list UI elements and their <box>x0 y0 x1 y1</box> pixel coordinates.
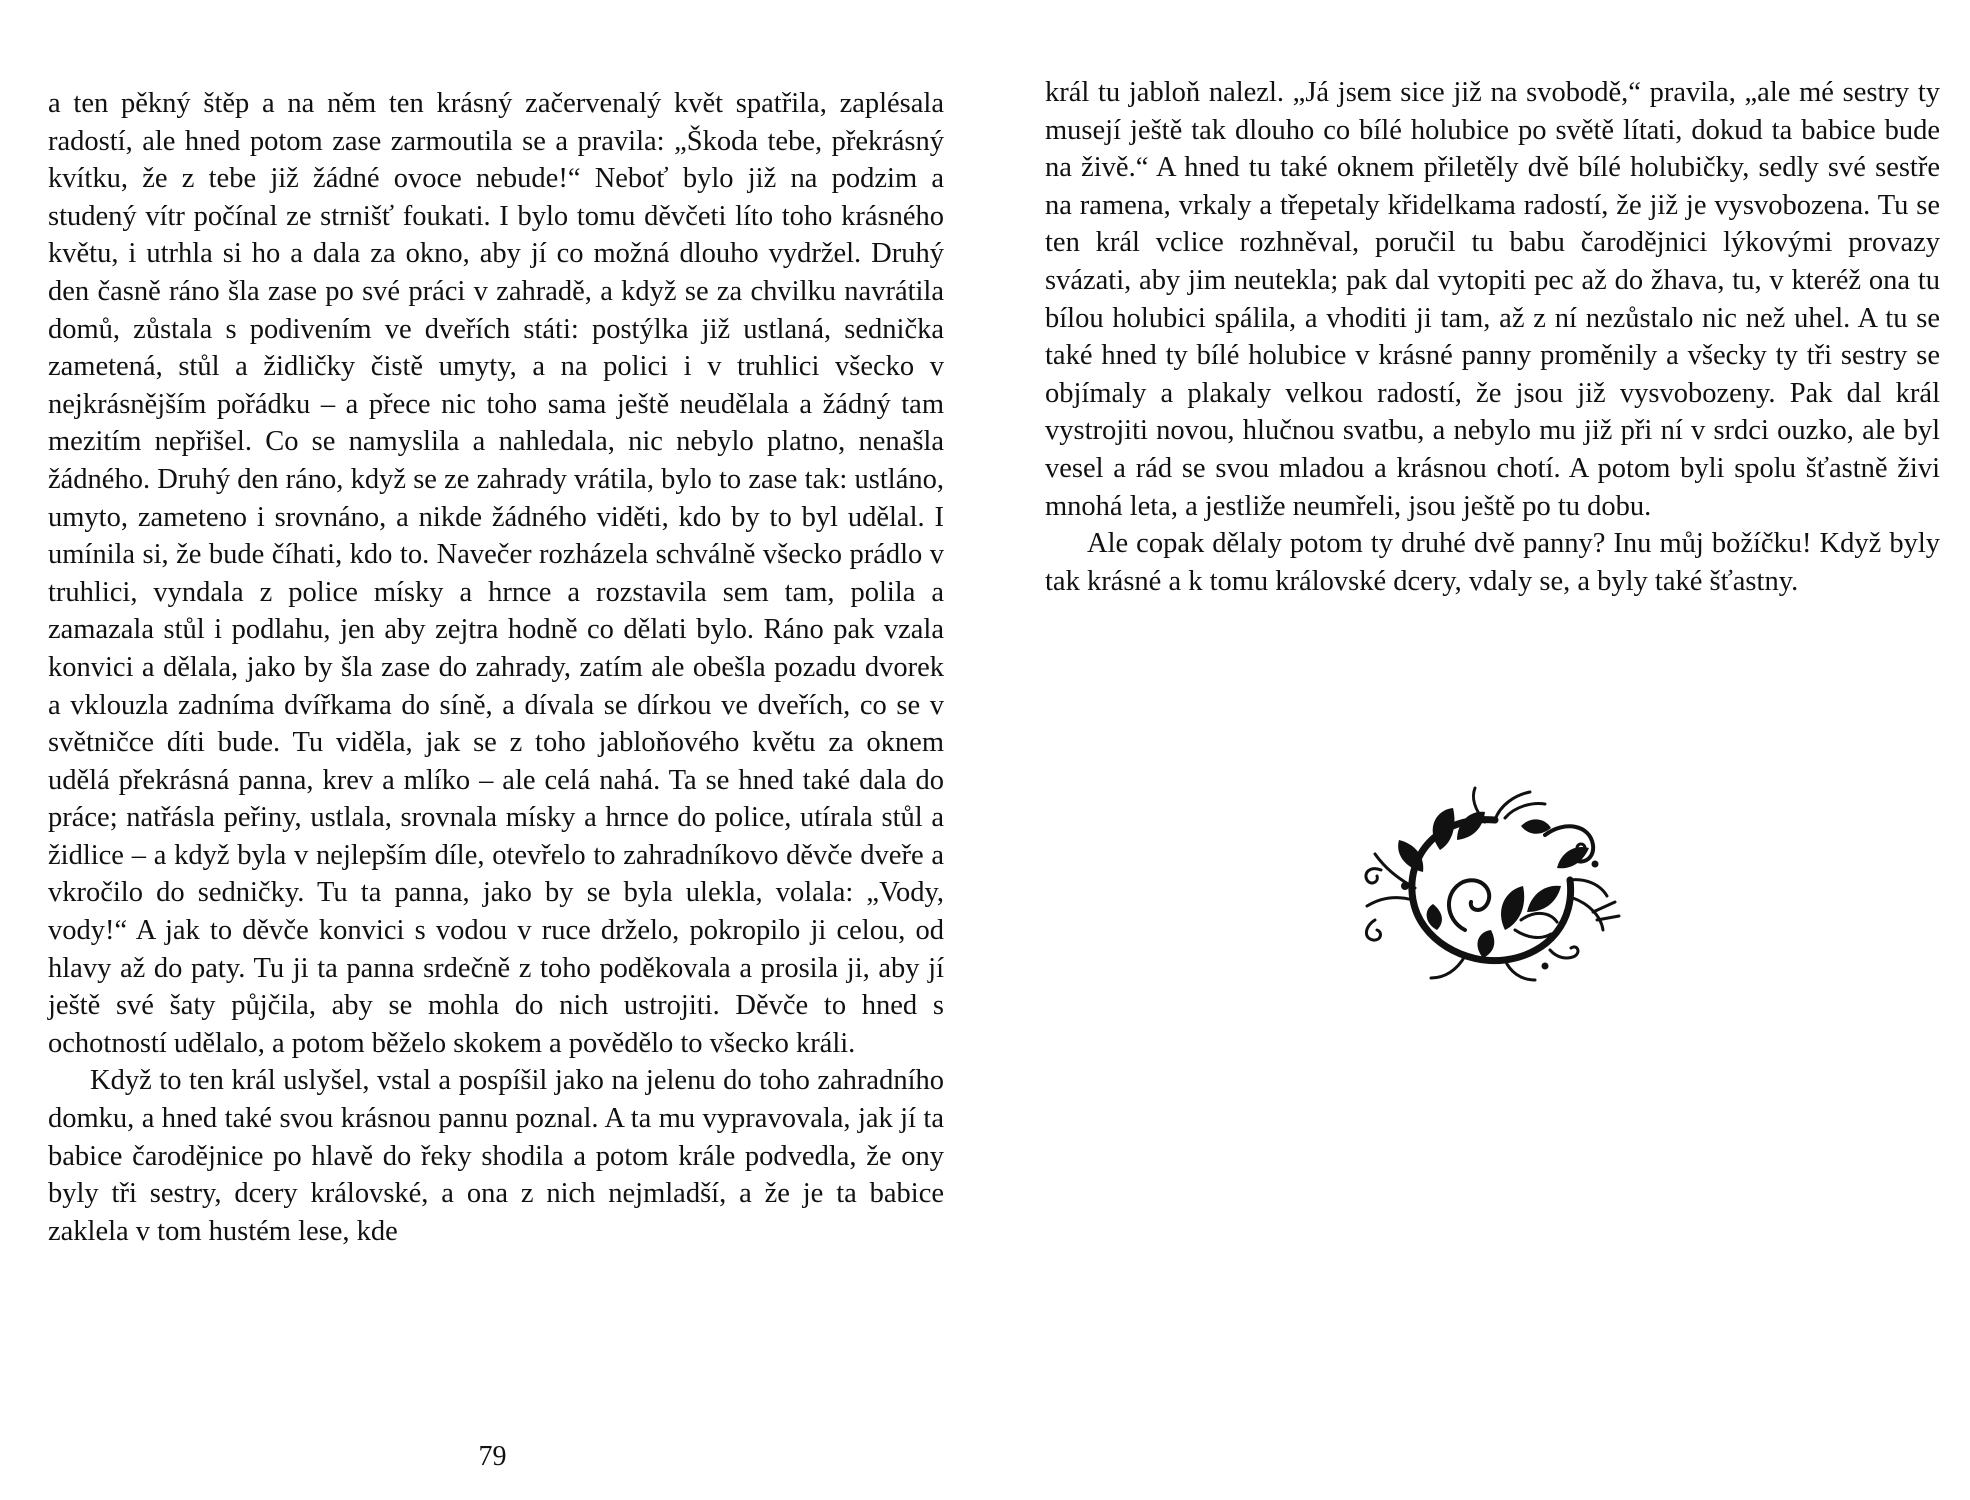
right-page-text <box>1045 74 1940 600</box>
left-page-text <box>48 85 944 1250</box>
left-paragraph-1: a ten pěkný štěp a na něm ten krásný začervenalý květ spatřila, zaplésala radostí, ale hned potom zase zarmoutila se a pravila: „Škoda tebe, překrásný kvítku, že z tebe již žádné ovoce nebude!“ Neboť bylo již na podzim a studený vítr počínal ze strnišť foukati. I bylo tomu děvčeti líto toho krásného květu, i utrhla si ho a dala za okno, aby jí co možná dlouho vydržel. Druhý den časně ráno šla zase po své práci v zahradě, a když se za chvilku navrátila domů, zůstala s podivením ve dveřích státi: postýlka již ustlaná, sednička zametená, stůl a židličky čistě umyty, a na polici i v truhlici všecko v nejkrásnějším pořádku – a přece nic toho sama ještě neudělala a žádný tam mezitím nepřišel. Co se namyslila a nahledala, nic nebylo platno, nenašla žádného. Druhý den ráno, když se ze zahrady vrátila, bylo to zase tak: ustláno, umyto, zameteno i srovnáno, a nikde žádného viděti, kdo by to byl udělal. I umínila si, že bude číhati, kdo to. Navečer rozházela schválně všecko prádlo v truhlici, vyndala z police mísky a hrnce a rozstavila sem tam, polila a zamazala stůl i podlahu, jen aby zejtra hodně co dělati bylo. Ráno pak vzala konvici a dělala, jako by šla zase do zahrady, zatím ale obešla pozadu dvorek a vklouzla zadníma dvířkama do síně, a dívala se dírkou ve dveřích, co se v světničce díti bude. Tu viděla, jak se z toho jabloňového květu za oknem udělá překrásná panna, krev a mlíko – ale celá nahá. Ta se hned také dala do práce; natřásla peřiny, ustlala, srovnala mísky a hrnce do police, utírala stůl a židlice – a když byla v nejlepším díle, otevřelo to zahradníkovo děvče dveře a vkročilo do sedničky. Tu ta panna, jako by se byla ulekla, volala: „Vody, vody!“ A jak to děvče konvici s vodou v ruce drželo, pokropilo ji celou, od hlavy až do paty. Tu ji ta panna srdečně z toho poděkovala a prosila ji, aby jí ještě své šaty půjčila, aby se mohla do nich ustrojiti. Děvče to hned s ochotností udělalo, a potom běželo skokem a povědělo to všecko králi. <box>48 88 944 1059</box>
floral-ornament-icon <box>1345 780 1635 990</box>
page-number: 79 <box>478 1441 507 1472</box>
right-paragraph-1: král tu jabloň nalezl. „Já jsem sice již na svobodě,“ pravila, „ale mé sestry ty musejí ještě tak dlouho co bílé holubice po světě lítati, dokud ta babice bude na živě.“ A hned tu také oknem přiletěly dvě bílé holubičky, sedly své sestře na ramena, vrkaly a třepetaly křidelkama radostí, že již je vysvobozena. Tu se ten král vclice rozhněval, poručil tu babu čarodějnici lýkovými provazy svázati, aby jim neutekla; pak dal vytopiti pec až do žhava, tu, v kteréž ona tu bílou holubici spálila, a vhoditi ji tam, až z ní nezůstalo nic než uhel. A tu se také hned ty bílé holubice v krásné panny proměnily a všecky ty tři sestry se objímaly a plakaly velkou radostí, že jsou již vysvobozeny. Pak dal král vystrojiti novou, hlučnou svatbu, a nebylo mu již při ní v srdci ouzko, ale byl vesel a rád se svou mladou a krásnou chotí. A potom byli spolu šťastně živi mnohá leta, a jestliže neumřeli, jsou ještě po tu dobu. <box>1045 77 1940 522</box>
right-page <box>985 0 1970 1500</box>
left-paragraph-2: Když to ten král uslyšel, vstal a pospíšil jako na jelenu do toho zahradního domku, a hned také svou krásnou pannu poznal. A ta mu vypravovala, jak jí ta babice čarodějnice po hlavě do řeky shodila a potom krále podvedla, že ony byly tři sestry, dcery královské, a ona z nich nejmladší, a že je ta babice zaklela v tom hustém lese, kde <box>48 1065 944 1247</box>
right-paragraph-2: Ale copak dělaly potom ty druhé dvě panny? Inu můj božíčku! Když byly tak krásné a k tomu královské dcery, vdaly se, a byly také šťastny. <box>1045 528 1940 597</box>
